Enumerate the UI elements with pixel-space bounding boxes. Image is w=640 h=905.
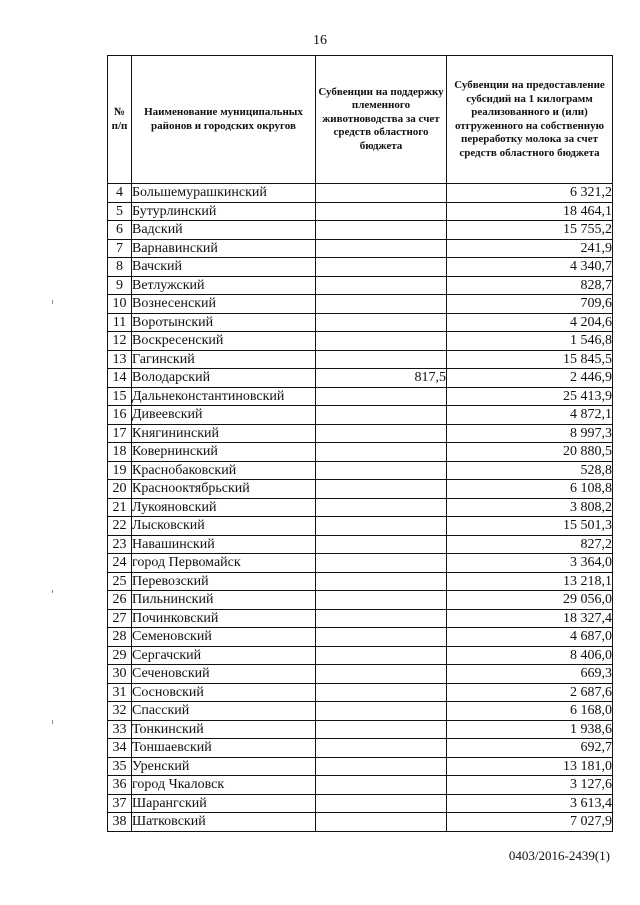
row-number: 26 (108, 591, 132, 610)
row-number: 7 (108, 239, 132, 258)
breeding-subvention-value (316, 406, 447, 425)
table-row (108, 794, 613, 813)
breeding-subvention-value (316, 776, 447, 795)
table-body (108, 184, 613, 832)
breeding-subvention-value (316, 258, 447, 277)
scan-margin-mark (52, 720, 53, 724)
row-number: 12 (108, 332, 132, 351)
district-name: Ковернинский (132, 443, 316, 462)
milk-subvention-value: 15 755,2 (447, 221, 613, 240)
table-row (108, 443, 613, 462)
district-name: Навашинский (132, 535, 316, 554)
breeding-subvention-value (316, 350, 447, 369)
scan-margin-mark (52, 590, 53, 593)
breeding-subvention-value (316, 554, 447, 573)
row-number: 33 (108, 720, 132, 739)
row-number: 30 (108, 665, 132, 684)
district-name: Варнавинский (132, 239, 316, 258)
breeding-subvention-value (316, 480, 447, 499)
milk-subvention-value: 18 464,1 (447, 202, 613, 221)
district-name: Тонкинский (132, 720, 316, 739)
milk-subvention-value: 827,2 (447, 535, 613, 554)
district-name: Ветлужский (132, 276, 316, 295)
district-name: Лысковский (132, 517, 316, 536)
table-row (108, 258, 613, 277)
row-number: 13 (108, 350, 132, 369)
milk-subvention-value: 15 501,3 (447, 517, 613, 536)
table-row (108, 461, 613, 480)
milk-subvention-value: 3 613,4 (447, 794, 613, 813)
table-row (108, 535, 613, 554)
milk-subvention-value: 692,7 (447, 739, 613, 758)
row-number: 31 (108, 683, 132, 702)
row-number: 16 (108, 406, 132, 425)
breeding-subvention-value (316, 387, 447, 406)
row-number: 19 (108, 461, 132, 480)
district-name: Бутурлинский (132, 202, 316, 221)
milk-subvention-value: 6 168,0 (447, 702, 613, 721)
row-number: 22 (108, 517, 132, 536)
row-number: 14 (108, 369, 132, 388)
row-number: 32 (108, 702, 132, 721)
header-milk-subvention: Субвенции на предоставление субсидий на 1 килограмм реализованного и (или) отгруженного на собственную переработку молока за счет средств областного бюджета (447, 56, 613, 184)
milk-subvention-value: 709,6 (447, 295, 613, 314)
breeding-subvention-value (316, 609, 447, 628)
breeding-subvention-value (316, 757, 447, 776)
table-row (108, 350, 613, 369)
table-row (108, 498, 613, 517)
scan-margin-mark (52, 300, 53, 304)
breeding-subvention-value (316, 461, 447, 480)
breeding-subvention-value (316, 313, 447, 332)
table-row (108, 646, 613, 665)
table-row (108, 517, 613, 536)
breeding-subvention-value (316, 702, 447, 721)
row-number: 17 (108, 424, 132, 443)
row-number: 4 (108, 184, 132, 203)
table-row (108, 332, 613, 351)
district-name: Починковский (132, 609, 316, 628)
table-row (108, 628, 613, 647)
milk-subvention-value: 15 845,5 (447, 350, 613, 369)
breeding-subvention-value (316, 591, 447, 610)
table-row (108, 720, 613, 739)
district-name: Большемурашкинский (132, 184, 316, 203)
row-number: 29 (108, 646, 132, 665)
milk-subvention-value: 6 108,8 (447, 480, 613, 499)
district-name: Шарангский (132, 794, 316, 813)
breeding-subvention-value (316, 498, 447, 517)
row-number: 36 (108, 776, 132, 795)
milk-subvention-value: 18 327,4 (447, 609, 613, 628)
milk-subvention-value: 1 938,6 (447, 720, 613, 739)
district-name: Спасский (132, 702, 316, 721)
table-row (108, 554, 613, 573)
milk-subvention-value: 528,8 (447, 461, 613, 480)
district-name: Воротынский (132, 313, 316, 332)
district-name: Дальнеконстантиновский (132, 387, 316, 406)
row-number: 24 (108, 554, 132, 573)
header-breeding-subvention: Субвенции на поддержку племенного животноводства за счет средств областного бюджета (316, 56, 447, 184)
breeding-subvention-value (316, 221, 447, 240)
breeding-subvention-value (316, 646, 447, 665)
breeding-subvention-value (316, 683, 447, 702)
district-name: Сергачский (132, 646, 316, 665)
table-row (108, 609, 613, 628)
district-name: Семеновский (132, 628, 316, 647)
breeding-subvention-value (316, 276, 447, 295)
table-row (108, 572, 613, 591)
district-name: Краснобаковский (132, 461, 316, 480)
row-number: 11 (108, 313, 132, 332)
milk-subvention-value: 20 880,5 (447, 443, 613, 462)
milk-subvention-value: 4 872,1 (447, 406, 613, 425)
row-number: 5 (108, 202, 132, 221)
row-number: 23 (108, 535, 132, 554)
district-name: Шатковский (132, 813, 316, 832)
table-row (108, 184, 613, 203)
breeding-subvention-value (316, 628, 447, 647)
milk-subvention-value: 3 364,0 (447, 554, 613, 573)
table-header-row (108, 56, 613, 184)
district-name: Уренский (132, 757, 316, 776)
district-name: город Первомайск (132, 554, 316, 573)
district-name: Тоншаевский (132, 739, 316, 758)
breeding-subvention-value (316, 517, 447, 536)
page-number: 16 (313, 33, 327, 48)
milk-subvention-value: 4 204,6 (447, 313, 613, 332)
district-name: Гагинский (132, 350, 316, 369)
breeding-subvention-value (316, 295, 447, 314)
district-name: Лукояновский (132, 498, 316, 517)
breeding-subvention-value: 817,5 (316, 369, 447, 388)
district-name: Вачский (132, 258, 316, 277)
breeding-subvention-value (316, 535, 447, 554)
subsidy-table (107, 55, 613, 832)
breeding-subvention-value (316, 443, 447, 462)
breeding-subvention-value (316, 424, 447, 443)
table-row (108, 813, 613, 832)
milk-subvention-value: 2 446,9 (447, 369, 613, 388)
district-name: Краснооктябрьский (132, 480, 316, 499)
milk-subvention-value: 3 808,2 (447, 498, 613, 517)
breeding-subvention-value (316, 813, 447, 832)
breeding-subvention-value (316, 239, 447, 258)
district-name: Володарский (132, 369, 316, 388)
row-number: 35 (108, 757, 132, 776)
table-row (108, 702, 613, 721)
district-name: Вадский (132, 221, 316, 240)
district-name: город Чкаловск (132, 776, 316, 795)
table-row (108, 295, 613, 314)
breeding-subvention-value (316, 332, 447, 351)
table-row (108, 221, 613, 240)
row-number: 18 (108, 443, 132, 462)
table-row (108, 313, 613, 332)
milk-subvention-value: 4 687,0 (447, 628, 613, 647)
milk-subvention-value: 25 413,9 (447, 387, 613, 406)
breeding-subvention-value (316, 720, 447, 739)
table-row (108, 369, 613, 388)
milk-subvention-value: 4 340,7 (447, 258, 613, 277)
breeding-subvention-value (316, 665, 447, 684)
milk-subvention-value: 828,7 (447, 276, 613, 295)
table-row (108, 683, 613, 702)
row-number: 15 (108, 387, 132, 406)
row-number: 28 (108, 628, 132, 647)
header-district-name: Наименование муниципальных районов и городских округов (132, 56, 316, 184)
header-number: № п/п (108, 56, 132, 184)
milk-subvention-value: 13 181,0 (447, 757, 613, 776)
row-number: 8 (108, 258, 132, 277)
district-name: Перевозский (132, 572, 316, 591)
district-name: Вознесенский (132, 295, 316, 314)
milk-subvention-value: 8 997,3 (447, 424, 613, 443)
row-number: 25 (108, 572, 132, 591)
table-row (108, 424, 613, 443)
milk-subvention-value: 8 406,0 (447, 646, 613, 665)
table-row (108, 739, 613, 758)
breeding-subvention-value (316, 202, 447, 221)
row-number: 21 (108, 498, 132, 517)
table-row (108, 480, 613, 499)
table-row (108, 757, 613, 776)
milk-subvention-value: 29 056,0 (447, 591, 613, 610)
milk-subvention-value: 3 127,6 (447, 776, 613, 795)
milk-subvention-value: 669,3 (447, 665, 613, 684)
milk-subvention-value: 1 546,8 (447, 332, 613, 351)
row-number: 6 (108, 221, 132, 240)
milk-subvention-value: 2 687,6 (447, 683, 613, 702)
row-number: 37 (108, 794, 132, 813)
row-number: 9 (108, 276, 132, 295)
row-number: 27 (108, 609, 132, 628)
row-number: 34 (108, 739, 132, 758)
row-number: 38 (108, 813, 132, 832)
breeding-subvention-value (316, 184, 447, 203)
table-row (108, 665, 613, 684)
document-code: 0403/2016-2439(1) (508, 848, 610, 863)
table-row (108, 239, 613, 258)
breeding-subvention-value (316, 739, 447, 758)
milk-subvention-value: 6 321,2 (447, 184, 613, 203)
row-number: 10 (108, 295, 132, 314)
milk-subvention-value: 241,9 (447, 239, 613, 258)
table-row (108, 276, 613, 295)
table-row (108, 406, 613, 425)
district-name: Княгининский (132, 424, 316, 443)
district-name: Дивеевский (132, 406, 316, 425)
district-name: Сеченовский (132, 665, 316, 684)
table-row (108, 387, 613, 406)
table-row (108, 202, 613, 221)
milk-subvention-value: 13 218,1 (447, 572, 613, 591)
milk-subvention-value: 7 027,9 (447, 813, 613, 832)
row-number: 20 (108, 480, 132, 499)
breeding-subvention-value (316, 794, 447, 813)
breeding-subvention-value (316, 572, 447, 591)
district-name: Воскресенский (132, 332, 316, 351)
table-row (108, 591, 613, 610)
table-row (108, 776, 613, 795)
district-name: Пильнинский (132, 591, 316, 610)
district-name: Сосновский (132, 683, 316, 702)
